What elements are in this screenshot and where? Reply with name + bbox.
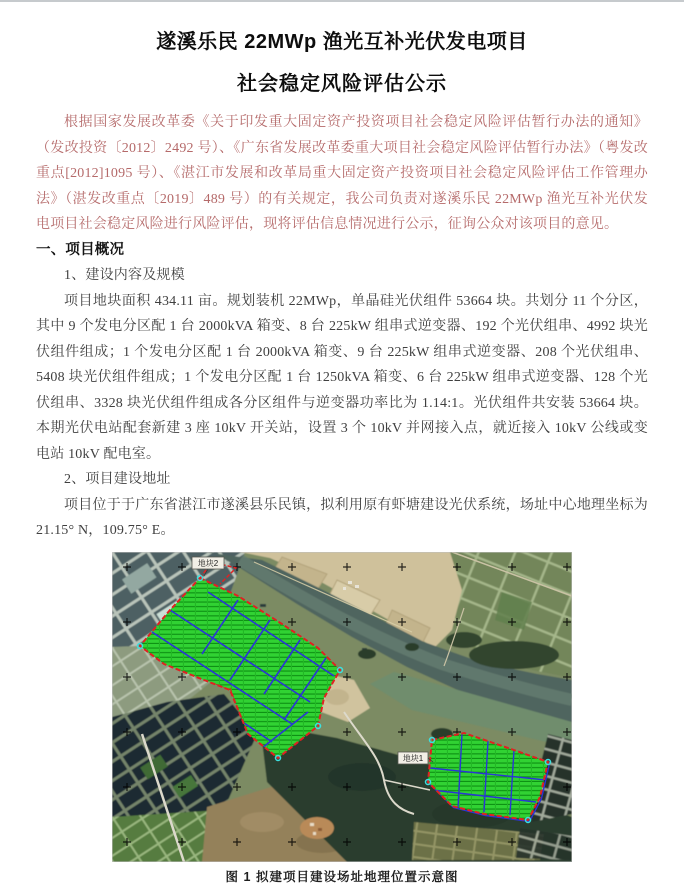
doc-title-line1: 遂溪乐民 22MWp 渔光互补光伏发电项目 bbox=[156, 31, 528, 53]
sub1-heading: 1、建设内容及规模 bbox=[64, 268, 185, 283]
sub1-body: 项目地块面积 434.11 亩。规划装机 22MWp，单晶硅光伏组件 53664 块。共划分 11 个分区，其中 9 个发电分区配 1 台 2000kVA 箱变、8 台 225kW 组串式逆变器、192 个光伏组串、4992 块光伏组件组成；1 个发电分区配 1 台 2000kVA 箱变、9 台 225kW 组串式逆变器、208 个光伏组串、5408 块光伏组件组成；1 个发电分区配 1 台 1250kVA 箱变、6 台 225kW 组串式逆变器、128 个光伏组串、3328 块光伏组件组成各分区组件与逆变器功率比为 1.14:1。光伏组件共安装 53664 块。本期光伏电站配套新建 3 座 10kV 开关站，设置 3 个 10kV 并网接入点，就近接入 10kV 公线或变电站 10kV 配电室。 bbox=[36, 293, 648, 462]
sub2-body: 项目位于于广东省湛江市遂溪县乐民镇，拟利用原有虾塘建设光伏系统，场址中心地理坐标为 21.15° N，109.75° E。 bbox=[36, 497, 648, 538]
site2-label: 地块2 bbox=[197, 558, 219, 568]
site1-label-group bbox=[398, 752, 433, 764]
sub2-heading: 2、项目建设地址 bbox=[64, 472, 171, 487]
section-overview-heading: 一、项目概况 bbox=[36, 241, 125, 258]
site-location-map bbox=[112, 552, 572, 862]
site1-label: 地块1 bbox=[402, 753, 424, 763]
figure-1 bbox=[0, 552, 684, 885]
doc-body bbox=[36, 110, 648, 544]
doc-title-line2: 社会稳定风险评估公示 bbox=[237, 73, 447, 95]
intro-paragraph: 根据国家发展改革委《关于印发重大固定资产投资项目社会稳定风险评估暂行办法的通知》（发改投资〔2012〕2492 号）、《广东省发展改革委重大项目社会稳定风险评估暂行办法》（粤发改重点[2012]1095 号）、《湛江市发展和改革局重大固定资产投资项目社会稳定风险评估工作管理办法》（湛发改重点〔2019〕489 号）的有关规定，我公司负责对遂溪乐民 22MWp 渔光互补光伏发电项目社会稳定风险进行风险评估，现将评估信息情况进行公示，征询公众对该项目的意见。 bbox=[36, 115, 648, 232]
figure-caption: 图 1 拟建项目建设场址地理位置示意图 bbox=[225, 869, 459, 884]
